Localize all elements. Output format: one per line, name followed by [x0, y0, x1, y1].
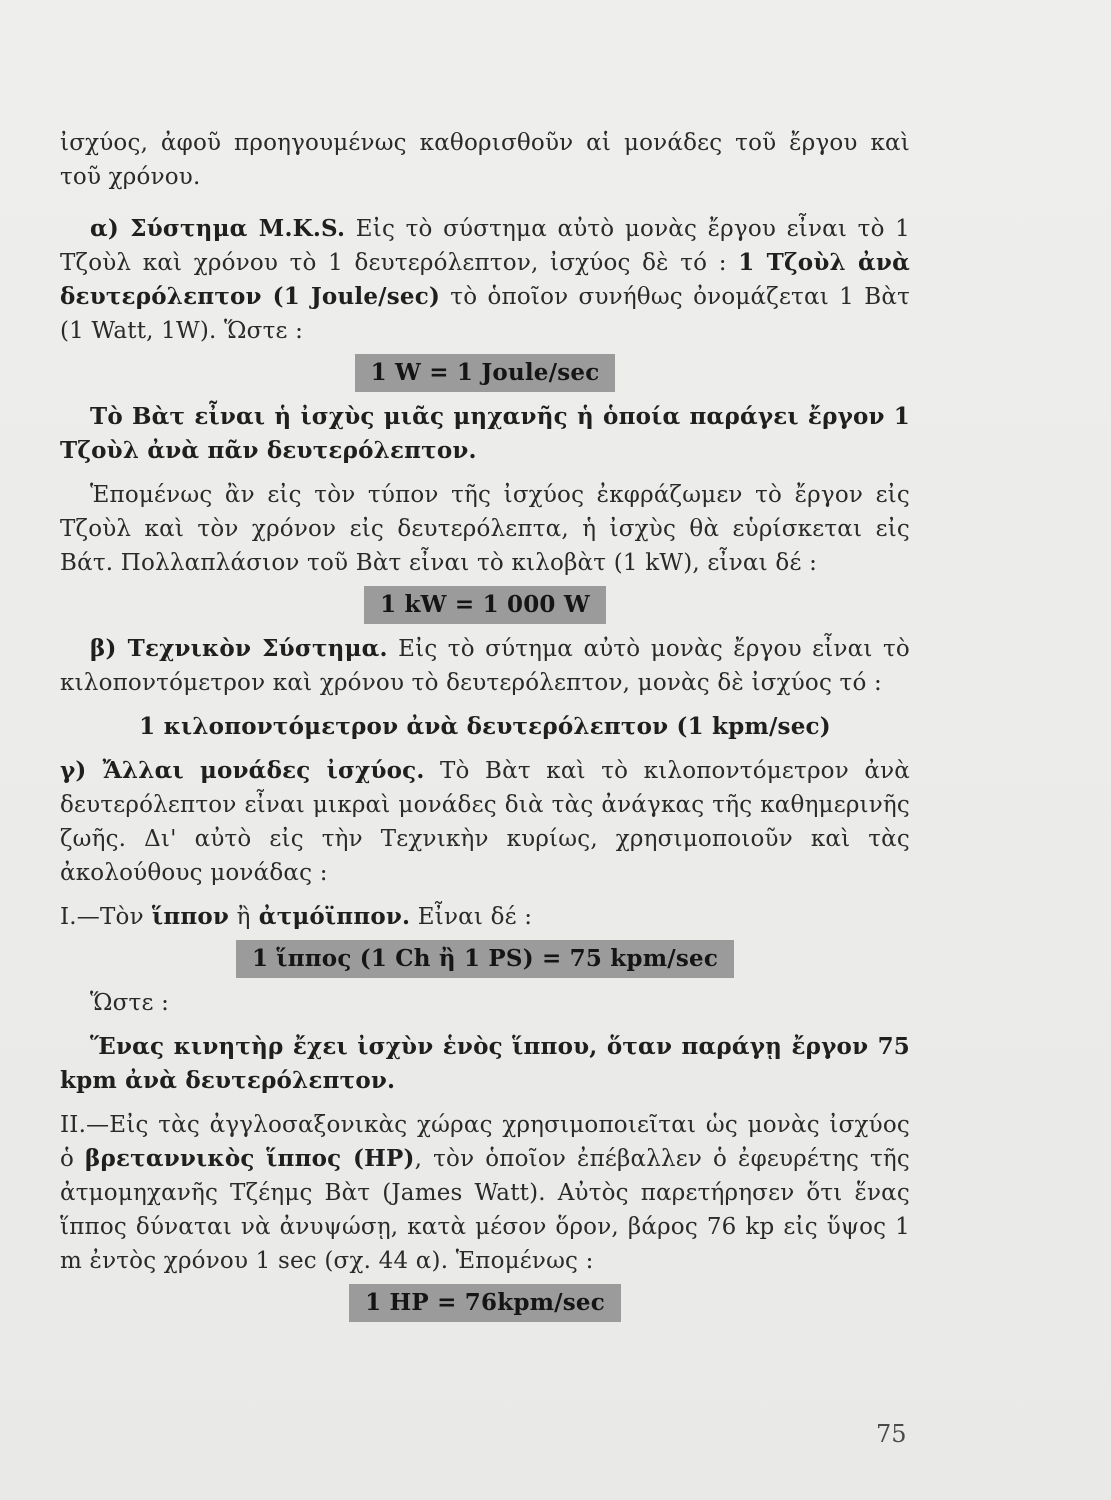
section-a [60, 212, 910, 348]
item-ii [60, 1108, 910, 1278]
item-i-end: Εἶναι δέ : [410, 904, 533, 930]
formula-ps: 1 ἵππος (1 Ch ἢ 1 PS) = 75 kpm/sec [236, 940, 734, 978]
item-i-bold: ἵππον [143, 903, 230, 930]
formula-kw: 1 kW = 1 000 W [364, 586, 606, 624]
section-c [60, 754, 910, 890]
formula-watt-wrap [60, 354, 910, 392]
formula-hp: 1 HP = 76kpm/sec [349, 1284, 621, 1322]
item-ii-start: II.—Εἰς τὰς ἀγγλοσαξονικὰς χώρας χρησιμοποιεῖται ὡς μονὰς ἰσχύος ὁ [60, 1112, 910, 1172]
definition-ps-text: Ἕνας κινητὴρ ἔχει ἰσχὺν ἑνὸς ἵππου, ὅταν παράγῃ ἔργον 75 kpm ἀνὰ δευτερόλεπτον. [60, 1033, 910, 1094]
formula-ps-wrap [60, 940, 910, 978]
section-a-text1: Εἰς τὸ σύστημα αὐτὸ μονὰς ἔργου εἶναι τὸ 1 Τζοὺλ καὶ χρόνου τὸ 1 δευτερόλεπτον, ἰσχύος δὲ τό : [60, 216, 910, 276]
formula-hp-wrap [60, 1284, 910, 1322]
item-i-num: I.—Τὸν [60, 904, 144, 930]
page-number: 75 [876, 1420, 907, 1448]
section-a-bold: 1 Τζοὺλ ἀνὰ δευτερόλεπτον (1 Joule/sec) [60, 249, 910, 310]
item-ii-end: , τὸν ὁποῖον ἐπέβαλλεν ὁ ἐφευρέτης τῆς ἀτμομηχανῆς Τζέημς Βὰτ (James Watt). Αὐτὸς παρετήρησεν ὅτι ἕνας ἵππος δύναται νὰ ἀνυψώσῃ, κατὰ μέσον ὅρον, βάρος 76 kp εἰς ὕψος 1 m ἐντὸς χρόνου 1 sec (σχ. 44 α). Ἑπομένως : [60, 1146, 910, 1274]
definition-ps [60, 1030, 910, 1098]
formula-watt: 1 W = 1 Joule/sec [355, 354, 616, 392]
item-i [60, 900, 910, 934]
section-b-label: β) Τεχνικὸν Σύστημα. [90, 635, 388, 662]
definition-watt [60, 400, 910, 468]
paragraph-kilowatt: Ἑπομένως ἂν εἰς τὸν τύπον τῆς ἰσχύος ἐκφράζωμεν τὸ ἔργον εἰς Τζοὺλ καὶ τὸν χρόνον εἰς δευτερόλεπτα, ἡ ἰσχὺς θὰ εὑρίσκεται εἰς Βάτ. Πολλαπλάσιον τοῦ Βὰτ εἶναι τὸ κιλοβὰτ (1 kW), εἶναι δέ : [60, 482, 910, 576]
definition-watt-text: Τὸ Βὰτ εἶναι ἡ ἰσχὺς μιᾶς μηχανῆς ἡ ὁποία παράγει ἔργον 1 Τζοὺλ ἀνὰ πᾶν δευτερόλεπτον. [60, 403, 910, 464]
section-b-text: Εἰς τὸ σύτημα αὐτὸ μονὰς ἔργου εἶναι τὸ κιλοποντόμετρον καὶ χρόνου τὸ δευτερόλεπτον, μονὰς δὲ ἰσχύος τό : [60, 636, 910, 696]
section-b [60, 632, 910, 700]
kpm-definition-text: 1 κιλοποντόμετρον ἀνὰ δευτερόλεπτον (1 kpm/sec) [139, 713, 831, 740]
section-a-text2: τὸ ὁποῖον συνήθως ὀνομάζεται 1 Βὰτ (1 Watt, 1W). Ὥστε : [60, 284, 910, 344]
paragraph-intro: ἰσχύος, ἀφοῦ προηγουμένως καθορισθοῦν αἱ μονάδες τοῦ ἔργου καὶ τοῦ χρόνου. [60, 130, 910, 190]
item-i-bold2: ἀτμόϊππον. [250, 903, 411, 930]
item-ii-bold: βρεταννικὸς ἵππος (HP) [85, 1145, 415, 1172]
formula-kw-wrap [60, 586, 910, 624]
section-c-label: γ) Ἄλλαι μονάδες ἰσχύος. [60, 757, 425, 784]
text-column [60, 126, 910, 1330]
section-a-label: α) Σύστημα M.K.S. [90, 215, 346, 242]
section-c-text: Τὸ Βὰτ καὶ τὸ κιλοποντόμετρον ἀνὰ δευτερόλεπτον εἶναι μικραὶ μονάδες διὰ τὰς ἀνάγκας τῆς καθημερινῆς ζωῆς. Δι' αὐτὸ εἰς τὴν Τεχνικὴν κυρίως, χρησιμοποιοῦν καὶ τὰς ἀκολούθους μονάδας : [60, 758, 910, 886]
hoste-line: Ὥστε : [90, 990, 170, 1016]
kpm-definition [60, 710, 910, 744]
item-i-mid: ἢ [229, 904, 251, 930]
